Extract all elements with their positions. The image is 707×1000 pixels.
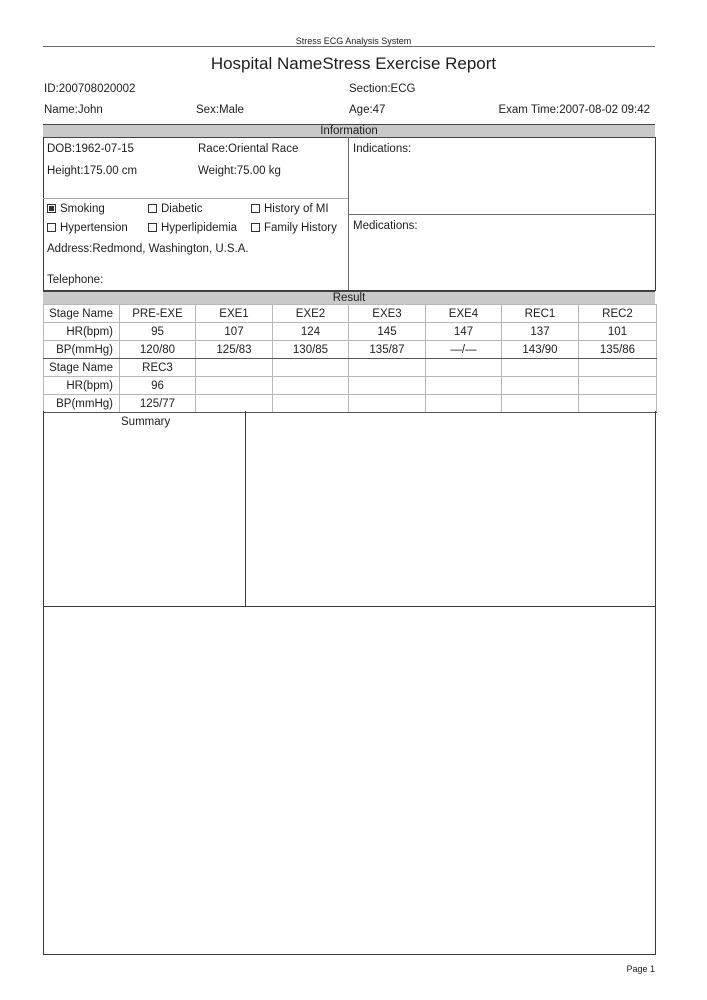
hr-label: HR(bpm) [44,377,120,395]
bp-cell: 143/90 [502,341,579,359]
checkbox-icon[interactable] [148,223,157,232]
result-band [43,291,655,305]
bp-cell: 125/83 [196,341,273,359]
stage-row [44,305,657,323]
bp-cell: 125/77 [120,395,196,413]
stage-cell: EXE1 [196,305,273,323]
bp-row [44,341,657,359]
empty-cell [579,395,657,413]
stage-name-label: Stage Name [44,305,120,323]
empty-cell [273,359,349,377]
checkbox-icon[interactable] [148,204,157,213]
result-title: Result [332,292,366,304]
patient-age: Age:47 [349,104,386,116]
medications-label: Medications: [353,220,418,232]
empty-cell [502,359,579,377]
risk-diabetic[interactable]: Diabetic [148,203,203,215]
empty-cell [196,377,273,395]
checkbox-icon[interactable] [47,223,56,232]
bp-label: BP(mmHg) [44,341,120,359]
system-name: Stress ECG Analysis System [295,36,412,46]
risk-divider [43,198,348,199]
hr-row [44,377,657,395]
bp-row [44,395,657,413]
empty-cell [196,359,273,377]
hr-label: HR(bpm) [44,323,120,341]
weight: Weight:75.00 kg [198,165,281,177]
stage-cell: EXE2 [273,305,349,323]
risk-family-history[interactable]: Family History [251,222,337,234]
result-table [43,304,657,413]
patient-id: ID:200708020002 [44,83,136,95]
hr-cell: 145 [349,323,426,341]
stage-name-label: Stage Name [44,359,120,377]
empty-cell [426,377,502,395]
summary-plot-area [245,411,656,607]
bp-label: BP(mmHg) [44,395,120,413]
empty-cell [426,359,502,377]
risk-hyperlipidemia[interactable]: Hyperlipidemia [148,222,237,234]
stage-row [44,359,657,377]
hr-cell: 137 [502,323,579,341]
stage-cell: EXE4 [426,305,502,323]
height: Height:175.00 cm [47,165,138,177]
risk-hypertension[interactable]: Hypertension [47,222,128,234]
information-band [43,124,655,138]
empty-cell [349,395,426,413]
stage-cell: EXE3 [349,305,426,323]
empty-cell [273,395,349,413]
hr-cell: 107 [196,323,273,341]
header-rule [43,46,655,47]
patient-sex: Sex:Male [196,104,244,116]
empty-cell [349,359,426,377]
empty-cell [273,377,349,395]
checkbox-checked-icon[interactable] [47,204,56,213]
hr-row [44,323,657,341]
summary-box [43,411,246,607]
bp-cell: 135/87 [349,341,426,359]
address: Address:Redmond, Washington, U.S.A. [47,243,249,255]
exam-time: Exam Time:2007-08-02 09:42 [498,104,650,116]
bp-cell: 130/85 [273,341,349,359]
waveform-area [43,606,656,955]
checkbox-icon[interactable] [251,223,260,232]
empty-cell [579,359,657,377]
bp-cell: 135/86 [579,341,657,359]
race: Race:Oriental Race [198,143,299,155]
report-title: Hospital NameStress Exercise Report [210,54,497,73]
hr-cell: 95 [120,323,196,341]
stage-cell: REC2 [579,305,657,323]
indications-divider [348,214,655,215]
indications-label: Indications: [353,143,412,155]
empty-cell [196,395,273,413]
dob: DOB:1962-07-15 [47,143,134,155]
stage-cell: REC1 [502,305,579,323]
empty-cell [502,377,579,395]
information-title: Information [320,125,378,137]
risk-history-of-mi[interactable]: History of MI [251,203,329,215]
empty-cell [349,377,426,395]
empty-cell [426,395,502,413]
summary-label: Summary [121,416,171,428]
bp-cell: —/— [426,341,502,359]
stage-cell: PRE-EXE [120,305,196,323]
empty-cell [502,395,579,413]
patient-section: Section:ECG [349,83,416,95]
empty-cell [579,377,657,395]
stage-cell: REC3 [120,359,196,377]
telephone: Telephone: [47,274,104,286]
hr-cell: 101 [579,323,657,341]
checkbox-icon[interactable] [251,204,260,213]
hr-cell: 96 [120,377,196,395]
bp-cell: 120/80 [120,341,196,359]
risk-smoking[interactable]: Smoking [47,203,105,215]
page-number: Page 1 [626,964,655,974]
patient-name: Name:John [44,104,103,116]
hr-cell: 124 [273,323,349,341]
hr-cell: 147 [426,323,502,341]
